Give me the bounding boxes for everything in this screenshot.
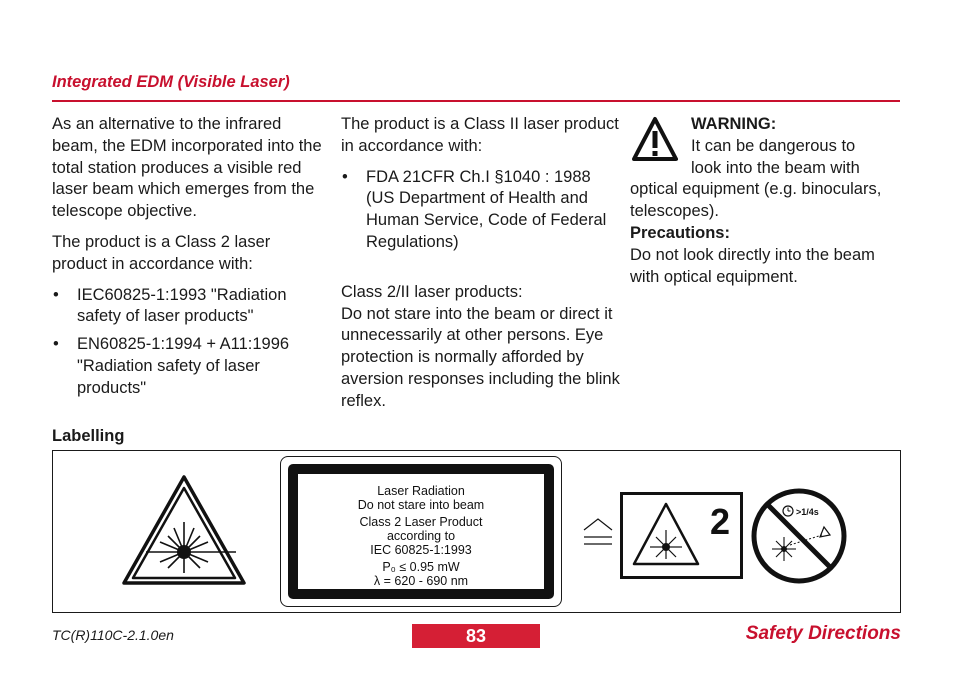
exposure-time-label: >1/4s (796, 507, 819, 517)
column-left (52, 114, 324, 406)
page-number: 83 (412, 624, 540, 648)
chapter-title: Safety Directions (745, 623, 901, 644)
label-line: Do not stare into beam (357, 498, 485, 512)
class2-fda-paragraph: The product is a Class II laser product in accordance with: (341, 115, 619, 155)
labelling-heading: Labelling (52, 427, 125, 445)
warning-text: optical equipment (e.g. binoculars, telescopes). (630, 180, 882, 221)
bullet-item: • EN60825-1:1994 + A11:1996 "Radiation safety of laser products" (52, 334, 324, 399)
class-advice: Do not stare into the beam or direct it unnecessarily at other persons. Eye protection is normally afforded by aversion responses including the blink reflex. (341, 304, 620, 410)
column-right (630, 114, 900, 288)
warning-triangle-icon (632, 116, 678, 162)
class2-paragraph: The product is a Class 2 laser product in accordance with: (52, 232, 271, 273)
label-line: IEC 60825-1:1993 (370, 543, 472, 557)
model-version: TC(R)110C-2.1.0en (52, 627, 174, 643)
class-marker-icon (581, 516, 615, 548)
bullet-item: • IEC60825-1:1993 "Radiation safety of laser products" (52, 285, 324, 329)
warning-line: look into the beam with (691, 158, 860, 177)
section-title: Integrated EDM (Visible Laser) (52, 73, 290, 91)
no-stare-icon (750, 487, 848, 585)
class2-laser-icon (620, 492, 743, 579)
label-line: P₀ ≤ 0.95 mW (382, 560, 460, 574)
intro-paragraph: As an alternative to the infrared beam, the EDM incorporated into the total station produces a visible red laser beam which emerges from the telescope objective. (52, 115, 322, 221)
laser-hazard-icon (121, 474, 247, 586)
label-line: according to (386, 529, 456, 543)
class-number: 2 (709, 501, 731, 542)
label-line: Class 2 Laser Product (359, 515, 483, 529)
precautions-text: Do not look directly into the beam with optical equipment. (630, 245, 875, 286)
precautions-heading: Precautions: (630, 223, 730, 242)
laser-warning-label (280, 456, 562, 607)
label-line: Laser Radiation (377, 484, 465, 498)
labelling-panel (52, 450, 901, 613)
label-line: λ = 620 - 690 nm (373, 574, 469, 588)
class-heading: Class 2/II laser products: (341, 282, 523, 301)
warning-line: It can be dangerous to (691, 136, 856, 155)
bullet-item: • FDA 21CFR Ch.I §1040 : 1988 (US Department of Health and Human Service, Code of Federal Regulations) (341, 167, 621, 254)
warning-heading: WARNING: (691, 115, 777, 133)
column-middle (341, 114, 621, 413)
header-rule (52, 100, 900, 102)
